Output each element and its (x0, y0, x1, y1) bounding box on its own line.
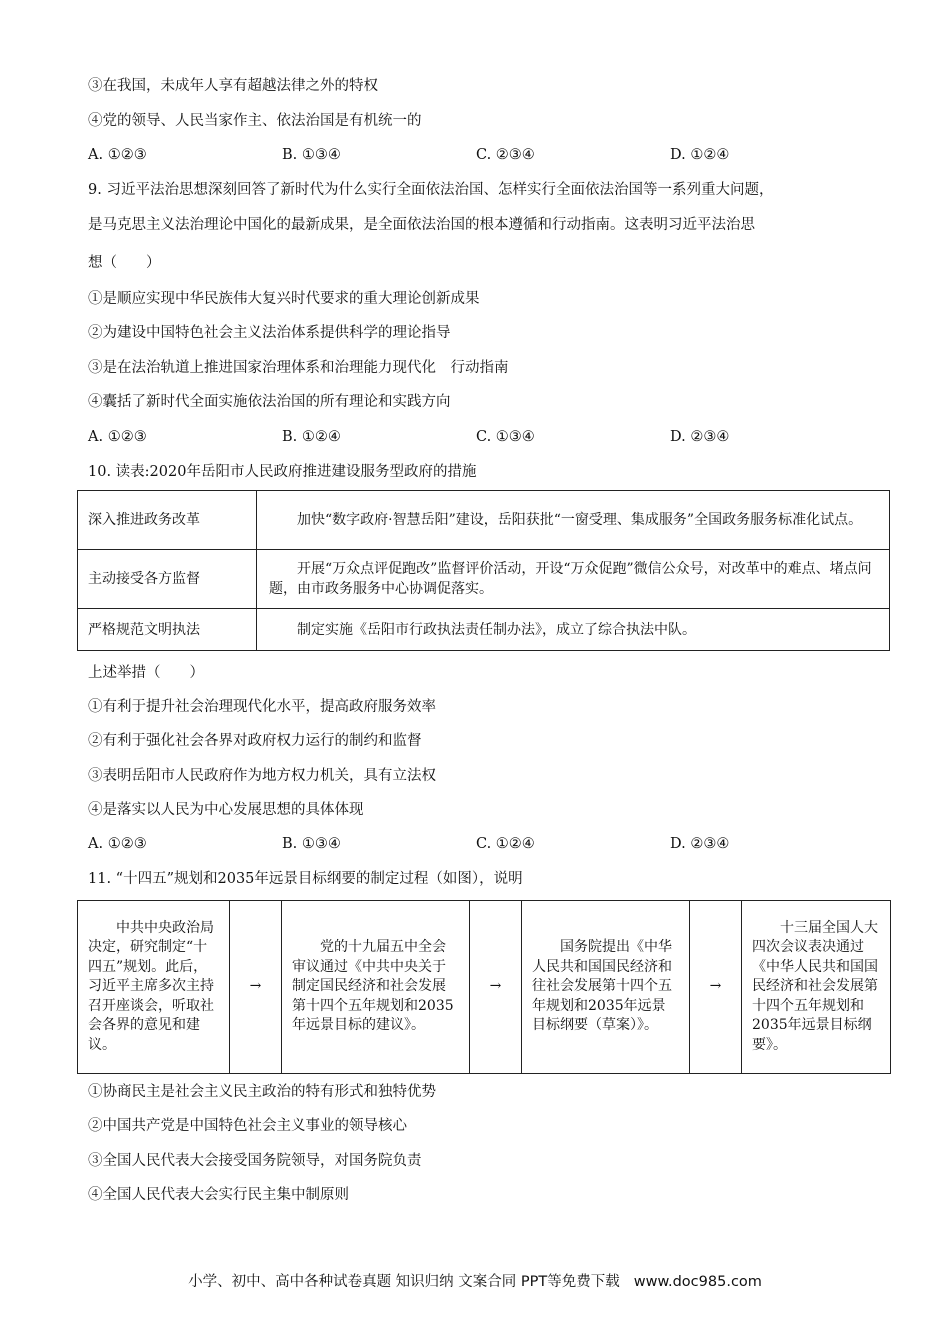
footer-url-link[interactable]: www.doc985.com (633, 1274, 762, 1290)
q9-option-b: B. ①②④ (282, 429, 341, 445)
flow-arrow-icon: → (470, 901, 522, 1074)
q11-statement-4: ④全国人民代表大会实行民主集中制原则 (88, 1187, 349, 1203)
q11-process-flowchart (77, 900, 891, 1074)
q10-option-d: D. ②③④ (670, 836, 730, 852)
q10-option-a: A. ①②③ (88, 836, 147, 852)
flow-step-2: 党的十九届五中全会审议通过《中共中央关于制定国民经济和社会发展第十四个五年规划和2035年远景目标的建议》。 (282, 901, 470, 1074)
q10-option-c: C. ①②④ (476, 836, 535, 852)
table-row (78, 609, 890, 651)
page-footer (0, 1270, 950, 1291)
q9-statement-3: ③是在法治轨道上推进国家治理体系和治理能力现代化 行动指南 (88, 360, 509, 376)
q8-statement-3: ③在我国，未成年人享有超越法律之外的特权 (88, 78, 378, 94)
table-row-label: 严格规范文明执法 (78, 609, 257, 651)
q8-statement-4: ④党的领导、人民当家作主、依法治国是有机统一的 (88, 113, 422, 129)
q9-stem-line-1: 9. 习近平法治思想深刻回答了新时代为什么实行全面依法治国、怎样实行全面依法治国等一系列重大问题， (88, 182, 774, 198)
q10-option-b: B. ①③④ (282, 836, 341, 852)
table-row-content: 开展“万众点评促跑改”监督评价活动，开设“万众促跑”微信公众号，对改革中的难点、堵点问题，由市政务服务中心协调促落实。 (257, 550, 890, 609)
q10-stem: 上述举措（ ） (88, 665, 204, 681)
q9-option-d: D. ②③④ (670, 429, 730, 445)
q9-stem-line-2: 是马克思主义法治理论中国化的最新成果，是全面依法治国的根本遵循和行动指南。这表明习近平法治思 (88, 217, 755, 233)
q8-option-c: C. ②③④ (476, 147, 535, 163)
q11-statement-3: ③全国人民代表大会接受国务院领导，对国务院负责 (88, 1153, 422, 1169)
q10-statement-1: ①有利于提升社会治理现代化水平，提高政府服务效率 (88, 699, 436, 715)
flow-step-1: 中共中央政治局决定，研究制定“十四五”规划。此后，习近平主席多次主持召开座谈会，听取社会各界的意见和建议。 (78, 901, 230, 1074)
q10-statement-4: ④是落实以人民为中心发展思想的具体体现 (88, 802, 364, 818)
q11-statement-1: ①协商民主是社会主义民主政治的特有形式和独特优势 (88, 1084, 436, 1100)
table-row (78, 491, 890, 550)
flow-step-3: 国务院提出《中华人民共和国国民经济和往社会发展第十四个五年规划和2035年远景目标纲要（草案）》。 (522, 901, 690, 1074)
flow-step-4: 十三届全国人大四次会议表决通过《中华人民共和国国民经济和社会发展第十四个五年规划和2035年远景目标纲要》。 (742, 901, 891, 1074)
table-row-content: 加快“数字政府·智慧岳阳”建设，岳阳获批“一窗受理、集成服务”全国政务服务标准化试点。 (257, 491, 890, 550)
q9-stem-line-3: 想（ ） (88, 255, 161, 271)
q8-option-a: A. ①②③ (88, 147, 147, 163)
flow-arrow-icon: → (690, 901, 742, 1074)
q10-title: 10. 读表:2020年岳阳市人民政府推进建设服务型政府的措施 (88, 464, 477, 480)
q10-statement-2: ②有利于强化社会各界对政府权力运行的制约和监督 (88, 733, 422, 749)
q9-option-c: C. ①③④ (476, 429, 535, 445)
q11-title: 11. “十四五”规划和2035年远景目标纲要的制定过程（如图），说明 (88, 871, 523, 887)
footer-text: 小学、初中、高中各种试卷真题 知识归纳 文案合同 PPT等免费下载 (188, 1274, 620, 1290)
q10-measures-table (77, 490, 890, 651)
q9-option-a: A. ①②③ (88, 429, 147, 445)
q9-statement-2: ②为建设中国特色社会主义法治体系提供科学的理论指导 (88, 325, 451, 341)
q9-statement-4: ④囊括了新时代全面实施依法治国的所有理论和实践方向 (88, 394, 451, 410)
q8-option-b: B. ①③④ (282, 147, 341, 163)
flow-arrow-icon: → (230, 901, 282, 1074)
q9-statement-1: ①是顺应实现中华民族伟大复兴时代要求的重大理论创新成果 (88, 291, 480, 307)
q10-statement-3: ③表明岳阳市人民政府作为地方权力机关，具有立法权 (88, 768, 436, 784)
table-row-label: 深入推进政务改革 (78, 491, 257, 550)
table-row-label: 主动接受各方监督 (78, 550, 257, 609)
q11-statement-2: ②中国共产党是中国特色社会主义事业的领导核心 (88, 1118, 407, 1134)
table-row-content: 制定实施《岳阳市行政执法责任制办法》，成立了综合执法中队。 (257, 609, 890, 651)
table-row (78, 550, 890, 609)
q8-option-d: D. ①②④ (670, 147, 730, 163)
